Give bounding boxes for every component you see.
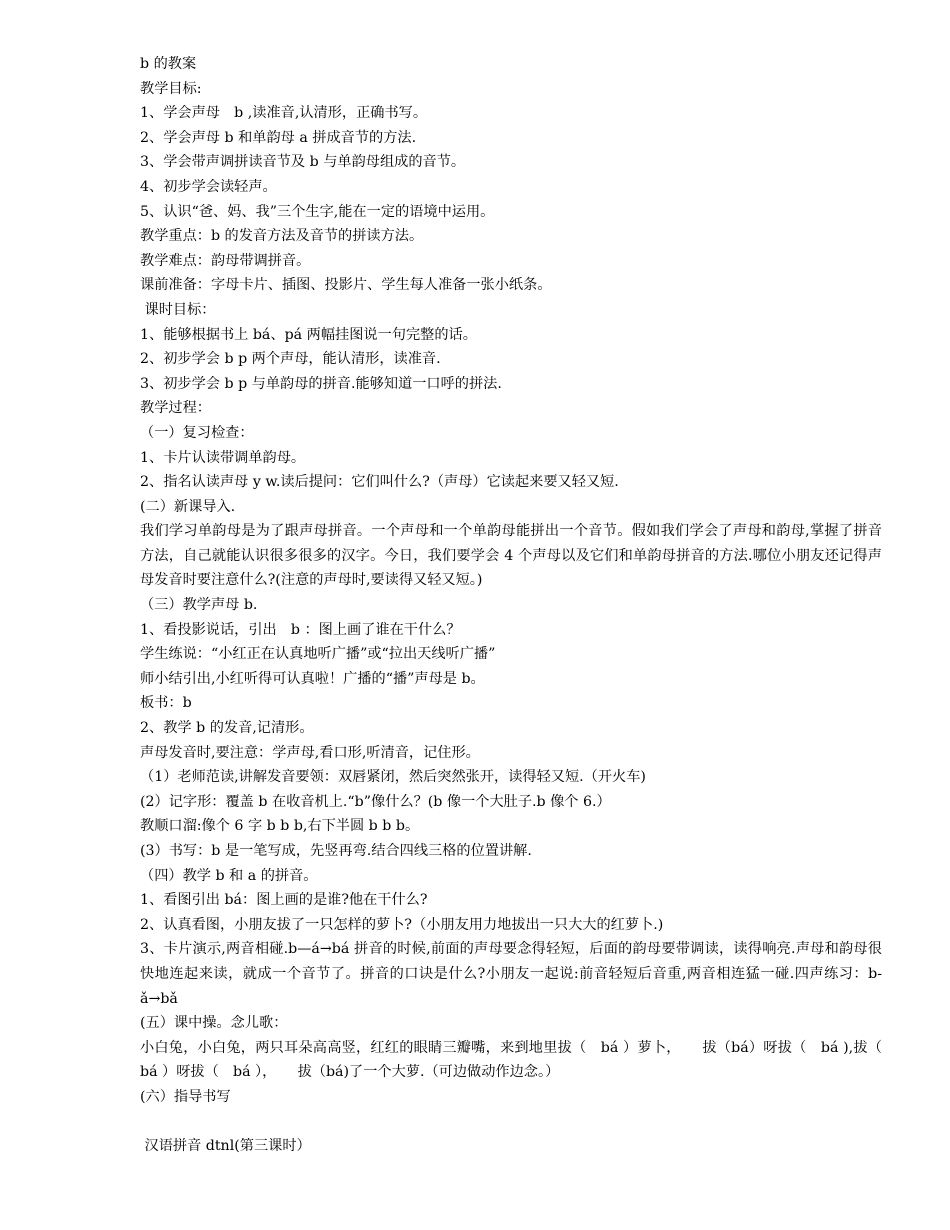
goals-heading: 教学目标: <box>140 80 202 97</box>
section-line: 学生练说：“小红正在认真地听广播”或“拉出天线听广播” <box>140 646 496 663</box>
nursery-rhyme: 小白兔，小白兔，两只耳朵高高竖，红红的眼睛三瓣嘴，来到地里拔（ bá ）萝卜， 拔（bá）呀拔（ bá ),拔（ bá ）呀拔（ bá ）， 拔（bá)了一个大萝.（可边做动作边念。） <box>140 1039 897 1081</box>
section-paragraph: 3、卡片演示,两音相碰.b—á→bá 拼音的时候,前面的声母要念得轻短，后面的韵母要带调读，读得响亮.声母和韵母很快地连起来读，就成一个音节了。拼音的口诀是什么?小朋友一起说:前音轻短后音重,两音相连猛一碰.四声练习：b-ǎ→bǎ <box>140 941 882 1007</box>
preparation: 课前准备：字母卡片、插图、投影片、学生每人准备一张小纸条。 <box>140 277 552 294</box>
goal-item: 1、学会声母 b ,读准音,认清形，正确书写。 <box>140 105 428 122</box>
lesson-goals-heading: 课时目标： <box>140 301 216 318</box>
section-line: (3）书写：b 是一笔写成，先竖再弯.结合四线三格的位置讲解. <box>140 843 532 859</box>
difficulty: 教学难点：韵母带调拼音。 <box>140 252 311 269</box>
section-line: 师小结引出,小红听得可认真啦！广播的“播”声母是 b。 <box>140 670 485 687</box>
lesson-goal-item: 3、初步学会 b p 与单韵母的拼音.能够知道一口呼的拼法. <box>140 375 502 392</box>
section-line: 教顺口溜:像个 6 字 b b b,右下半圆 b b b。 <box>140 818 420 835</box>
section-line: 1、卡片认读带调单韵母。 <box>140 449 306 466</box>
section-heading: （四）教学 b 和 a 的拼音。 <box>140 867 318 884</box>
lesson-plan-document <box>140 52 897 1158</box>
next-lesson-title: 汉语拼音 dtnl(第三课时） <box>140 1137 311 1154</box>
section-line: 2、认真看图，小朋友拔了一只怎样的萝卜?（小朋友用力地拔出一只大大的红萝卜.) <box>140 916 664 933</box>
section-line: (2）记字形：覆盖 b 在收音机上.“b”像什么？(b 像一个大肚子.b 像个 6.） <box>140 793 611 810</box>
lesson-goal-item: 1、能够根据书上 bá、pá 两幅挂图说一句完整的话。 <box>140 326 477 343</box>
goal-item: 5、认识“爸、妈、我”三个生字,能在一定的语境中运用。 <box>140 203 495 220</box>
section-line: 板书：b <box>140 695 192 712</box>
section-line: 2、教学 b 的发音,记清形。 <box>140 720 314 737</box>
lesson-goal-item: 2、初步学会 b p 两个声母，能认清形，读准音. <box>140 351 441 368</box>
section-line: （1）老师范读,讲解发音要领：双唇紧闭，然后突然张开，读得轻又短.（开火车) <box>140 769 646 786</box>
section-line: 声母发音时,要注意：学声母,看口形,听清音，记住形。 <box>140 744 480 761</box>
section-line: 1、看投影说话，引出 b ：图上画了谁在干什么？ <box>140 621 461 638</box>
section-line: 1、看图引出 bá：图上画的是谁?他在干什么? <box>140 892 428 909</box>
key-point: 教学重点：b 的发音方法及音节的拼读方法。 <box>140 228 424 245</box>
section-line: 2、指名认读声母 y w.读后提问：它们叫什么?（声母）它读起来要又轻又短. <box>140 474 619 491</box>
goal-item: 2、学会声母 b 和单韵母 a 拼成音节的方法. <box>140 129 417 146</box>
section-heading: (二）新课导入. <box>140 498 236 515</box>
section-heading: (五）课中操。念儿歌： <box>140 1015 288 1032</box>
blank-line <box>140 1110 882 1134</box>
section-heading: （一）复习检查： <box>140 424 254 441</box>
process-heading: 教学过程： <box>140 400 211 417</box>
section-heading: (六）指导书写 <box>140 1088 231 1105</box>
doc-title: b 的教案 <box>140 56 197 72</box>
goal-item: 3、学会带声调拼读音节及 b 与单韵母组成的音节。 <box>140 154 466 171</box>
goal-item: 4、初步学会读轻声。 <box>140 178 277 195</box>
section-heading: （三）教学声母 b. <box>140 597 258 614</box>
section-paragraph: 我们学习单韵母是为了跟声母拼音。一个声母和一个单韵母能拼出一个音节。假如我们学会了声母和韵母,掌握了拼音方法，自己就能认识很多很多的汉字。今日，我们要学会 4 个声母以及它们和单韵母拼音的方法.哪位小朋友还记得声母发音时要注意什么?(注意的声母时,要读得又轻又短。) <box>140 523 882 589</box>
